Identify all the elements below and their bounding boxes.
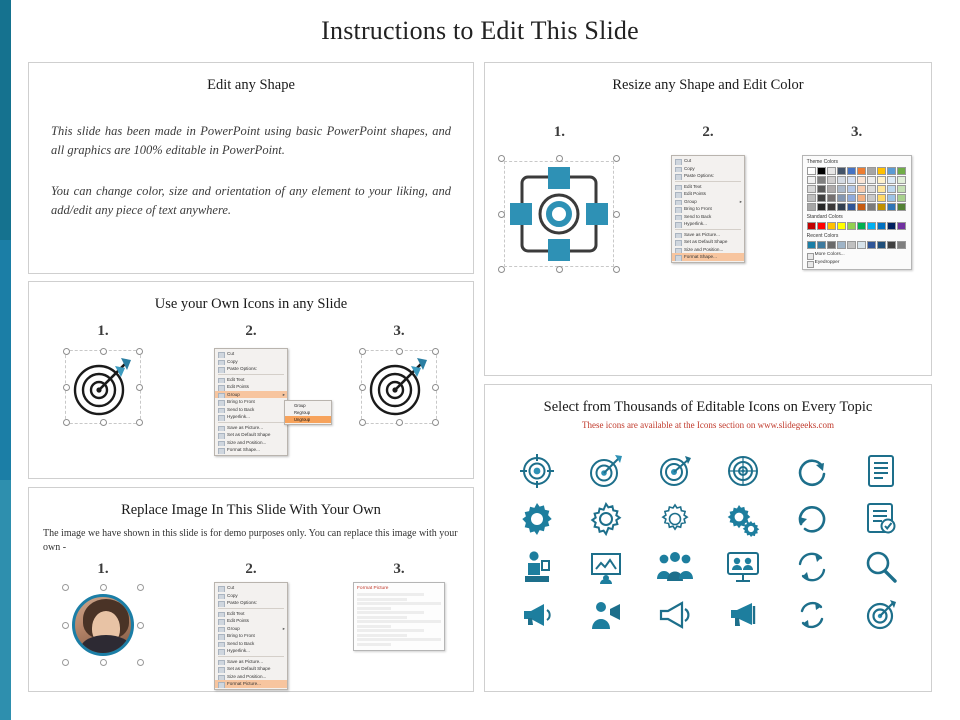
context-menu-resize[interactable] <box>671 155 745 263</box>
selected-target-shape <box>63 348 143 426</box>
megaphone-icon[interactable] <box>520 599 554 631</box>
picmenu-item-send-to-back[interactable]: Send to Back <box>215 640 287 648</box>
theme-colors-row-1[interactable] <box>807 167 907 175</box>
menu-item-cut[interactable]: Cut <box>215 350 287 358</box>
own-icons-thumb-1 <box>43 348 163 426</box>
bullhorn-icon[interactable] <box>726 600 760 630</box>
own-icons-thumbnails <box>29 348 473 456</box>
replace-image-note: The image we have shown in this slide is for demo purposes only. You can replace this image with your own - <box>43 528 458 553</box>
own-icons-thumb-2 <box>191 348 311 456</box>
avatar <box>72 594 134 656</box>
panel-subtitle-icons-library: These icons are available at the Icons section on www.slidegeeks.com <box>581 420 835 430</box>
selected-photo <box>60 582 146 668</box>
edit-shape-paragraph-1: This slide has been made in PowerPoint using basic PowerPoint shapes, and all graphics are 100% editable in PowerPoint. <box>51 124 451 157</box>
panel-icons-library <box>484 384 932 692</box>
standard-colors-label: Standard Colors <box>806 214 843 220</box>
presentation-person-icon[interactable] <box>589 550 623 584</box>
theme-colors-label: Theme Colors <box>806 159 839 165</box>
theme-colors-row-4[interactable] <box>807 194 907 202</box>
replace-thumb-1 <box>43 582 163 668</box>
picmenu-item-copy[interactable]: Copy <box>215 592 287 600</box>
theme-colors-row-5[interactable] <box>807 203 907 211</box>
format-picture-panel-title: Format Picture <box>357 586 389 591</box>
person-podium-icon[interactable] <box>521 549 553 585</box>
menu-item-hyperlink[interactable]: Hyperlink... <box>215 413 287 421</box>
resizable-shape-canvas <box>498 155 620 273</box>
panel-edit-any-shape <box>28 62 474 274</box>
resize-thumb-2 <box>648 155 768 263</box>
document-list-icon[interactable] <box>865 453 897 489</box>
picmenu-item-set-default-shape[interactable]: Set as Default Shape <box>215 665 287 673</box>
resize-step-number-1: 1. <box>553 124 565 140</box>
recycle-arrows-icon[interactable] <box>795 598 829 632</box>
menu-item-paste-options[interactable]: Paste Options: <box>215 365 287 373</box>
target-dart-icon[interactable] <box>657 453 693 489</box>
replace-step-number-1: 1. <box>97 561 109 577</box>
menu-item-copy[interactable]: Copy <box>215 358 287 366</box>
theme-colors-row-2[interactable] <box>807 176 907 184</box>
resizemenu-item-set-default-shape[interactable]: Set as Default Shape <box>672 238 744 246</box>
replace-step-number-2: 2. <box>245 561 257 577</box>
resizemenu-item-cut[interactable]: Cut <box>672 157 744 165</box>
panel-replace-image <box>28 487 474 692</box>
resize-thumbnails <box>485 155 931 273</box>
resize-step-number-2: 2. <box>702 124 714 140</box>
submenu-item-regroup[interactable]: Regroup <box>294 410 311 415</box>
resize-step-number-3: 3. <box>851 124 863 140</box>
context-menu-picture[interactable] <box>214 582 288 690</box>
more-colors-option[interactable]: More Colors... <box>807 252 907 257</box>
picmenu-item-cut[interactable]: Cut <box>215 584 287 592</box>
resize-step-numbers <box>485 124 931 141</box>
picmenu-item-group[interactable]: Group ▸ <box>215 625 287 633</box>
ungrouped-target-shape <box>359 348 439 426</box>
page-title: Instructions to Edit This Slide <box>321 16 639 45</box>
reload-arrow-icon[interactable] <box>795 502 829 536</box>
resizemenu-item-save-as-picture[interactable]: Save as Picture... <box>672 231 744 239</box>
checklist-document-icon[interactable] <box>865 501 897 537</box>
standard-colors-row[interactable] <box>807 222 907 230</box>
menu-item-set-default-shape[interactable]: Set as Default Shape <box>215 431 287 439</box>
target-arrow-icon[interactable] <box>588 453 624 489</box>
step-number-3: 3. <box>393 323 405 339</box>
resize-thumb-3 <box>797 155 917 270</box>
picmenu-item-hyperlink[interactable]: Hyperlink... <box>215 647 287 655</box>
menu-item-format-shape[interactable]: Format Shape... <box>215 446 287 454</box>
team-board-icon[interactable] <box>726 550 760 584</box>
sync-arrows-icon[interactable] <box>795 550 829 584</box>
menu-item-save-as-picture[interactable]: Save as Picture... <box>215 424 287 432</box>
step-number-2: 2. <box>245 323 257 339</box>
icons-grid <box>503 447 915 639</box>
menu-item-edit-text[interactable]: Edit Text <box>215 376 287 384</box>
picmenu-item-format-picture[interactable]: Format Picture... <box>215 680 287 688</box>
picmenu-item-bring-to-front[interactable]: Bring to Front <box>215 632 287 640</box>
picmenu-item-edit-points[interactable]: Edit Points <box>215 617 287 625</box>
resizemenu-item-edit-text[interactable]: Edit Text <box>672 183 744 191</box>
refresh-arrow-icon[interactable] <box>795 454 829 488</box>
resizemenu-item-bring-to-front[interactable]: Bring to Front <box>672 205 744 213</box>
recent-colors-row[interactable] <box>807 241 907 249</box>
own-icons-thumb-3 <box>339 348 459 426</box>
left-accent-bar <box>0 0 11 720</box>
panel-title-replace-image: Replace Image In This Slide With Your Own <box>121 502 381 518</box>
picmenu-item-save-as-picture[interactable]: Save as Picture... <box>215 658 287 666</box>
menu-item-send-to-back[interactable]: Send to Back <box>215 406 287 414</box>
gear-solid-icon[interactable] <box>519 501 555 537</box>
resizemenu-item-edit-points[interactable]: Edit Points <box>672 190 744 198</box>
magnifier-icon[interactable] <box>864 550 898 584</box>
replace-image-thumbnails <box>29 582 473 690</box>
resizemenu-item-copy[interactable]: Copy <box>672 165 744 173</box>
group-submenu[interactable] <box>284 400 332 425</box>
target-crosshair-icon[interactable] <box>519 453 555 489</box>
gears-pair-icon[interactable] <box>725 501 761 537</box>
format-picture-panel[interactable] <box>353 582 445 651</box>
group-people-icon[interactable] <box>656 551 694 583</box>
panel-title-own-icons: Use your Own Icons in any Slide <box>154 296 348 312</box>
replace-step-number-3: 3. <box>393 561 405 577</box>
resizemenu-item-hyperlink[interactable]: Hyperlink... <box>672 220 744 228</box>
submenu-item-ungroup[interactable]: Ungroup <box>285 416 331 423</box>
color-picker-panel[interactable] <box>802 155 912 270</box>
panel-title-edit-shape: Edit any Shape <box>207 77 295 93</box>
menu-item-bring-to-front[interactable]: Bring to Front <box>215 398 287 406</box>
theme-colors-row-3[interactable] <box>807 185 907 193</box>
submenu-item-group[interactable]: Group <box>294 403 306 408</box>
panel-resize-shape <box>484 62 932 376</box>
picmenu-item-edit-text[interactable]: Edit Text <box>215 610 287 618</box>
loudspeaker-icon[interactable] <box>658 600 692 630</box>
picmenu-item-paste-options[interactable]: Paste Options: <box>215 599 287 607</box>
replace-image-step-numbers <box>29 561 473 578</box>
resizemenu-item-send-to-back[interactable]: Send to Back <box>672 213 744 221</box>
replace-thumb-2 <box>191 582 311 690</box>
panel-title-resize-shape: Resize any Shape and Edit Color <box>612 77 804 93</box>
resizemenu-item-format-shape[interactable]: Format Shape... <box>672 253 744 261</box>
eyedropper-option[interactable]: Eyedropper <box>807 260 907 265</box>
target-clock-icon[interactable] <box>864 598 898 632</box>
person-speaking-icon[interactable] <box>589 599 623 631</box>
menu-item-size-and-position[interactable]: Size and Position... <box>215 439 287 447</box>
accent-segment-bottom <box>0 480 11 720</box>
panel-title-icons-library: Select from Thousands of Editable Icons on Every Topic <box>543 399 873 415</box>
resizemenu-item-group[interactable]: Group ▸ <box>672 198 744 206</box>
context-menu-icons[interactable] <box>214 348 288 456</box>
recent-colors-label: Recent Colors <box>806 233 839 239</box>
picmenu-item-size-and-position[interactable]: Size and Position... <box>215 673 287 681</box>
accent-segment-middle <box>0 240 11 480</box>
edit-shape-paragraph-2: You can change color, size and orientation of any element to your liking, and add/edit any piece of text anywhere. <box>51 184 451 217</box>
target-rings-icon[interactable] <box>725 453 761 489</box>
gear-outline-icon[interactable] <box>588 501 624 537</box>
gear-thin-icon[interactable] <box>657 501 693 537</box>
menu-item-edit-points[interactable]: Edit Points <box>215 383 287 391</box>
resize-thumb-1 <box>499 155 619 273</box>
resizemenu-item-paste-options[interactable]: Paste Options: <box>672 172 744 180</box>
step-number-1: 1. <box>97 323 109 339</box>
own-icons-step-numbers <box>29 323 473 340</box>
replace-thumb-3 <box>339 582 459 651</box>
panel-use-own-icons <box>28 281 474 479</box>
menu-item-group[interactable]: Group ▸ <box>215 391 287 399</box>
resizemenu-item-size-and-position[interactable]: Size and Position... <box>672 246 744 254</box>
